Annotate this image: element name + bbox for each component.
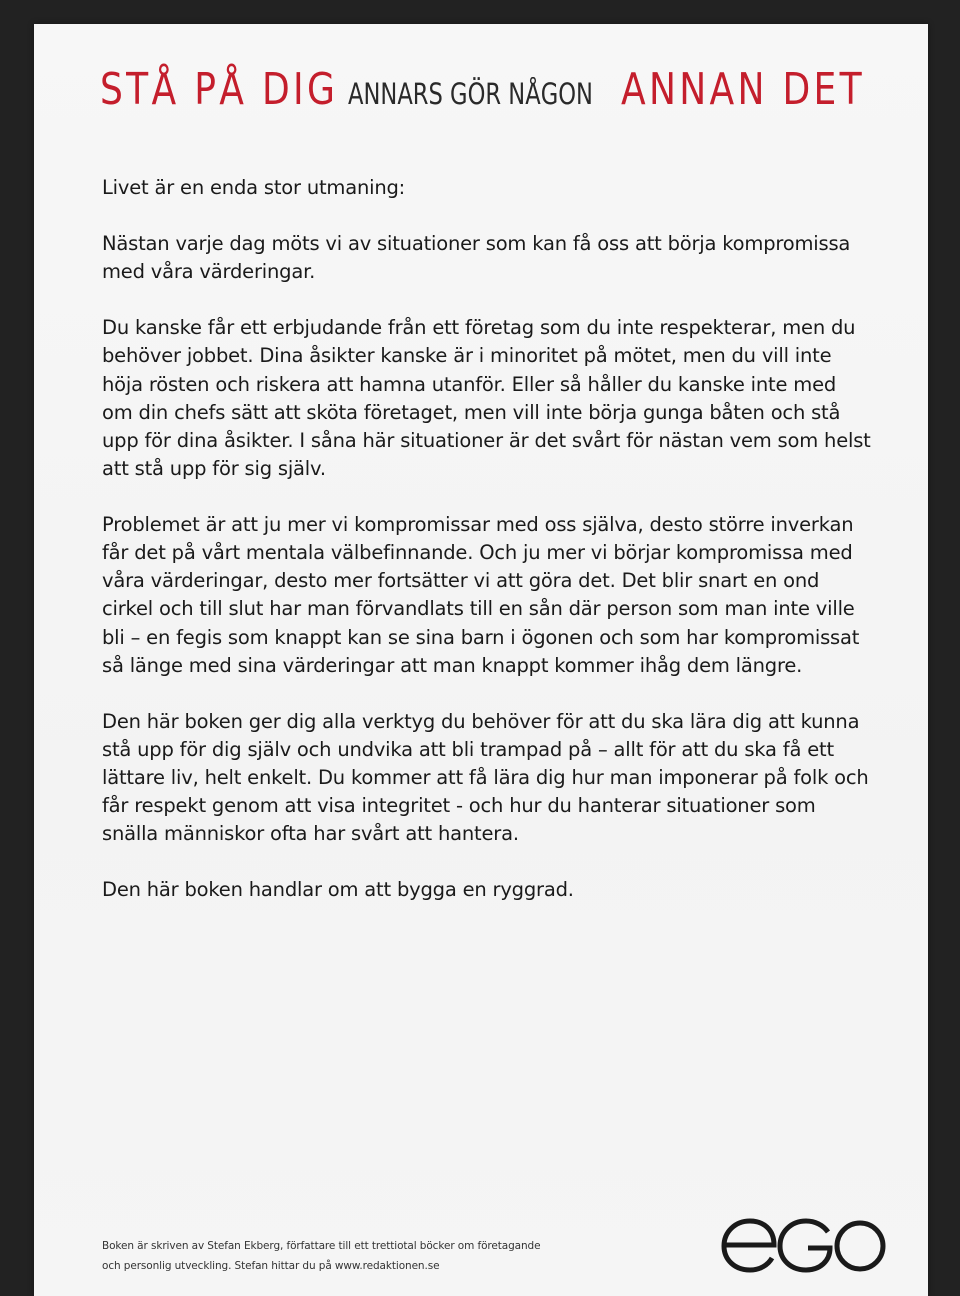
body-text [102, 174, 872, 932]
ego-logo-icon [718, 1212, 888, 1276]
author-note [102, 1236, 622, 1276]
page-title [100, 64, 900, 115]
title-part-red-1: STÅ PÅ DIG [100, 64, 339, 115]
title-part-red-2: ANNAN DET [620, 64, 865, 115]
paragraph-1: Livet är en enda stor utmaning: [102, 176, 406, 199]
author-note-line-2: och personlig utveckling. Stefan hittar du på www.redaktionen.se [102, 1260, 440, 1272]
paragraph-4: Problemet är att ju mer vi kompromissar med oss själva, desto större inverkan får det på vårt mentala välbefinnande. Och ju mer vi börjar kompromissa med våra värderingar, desto mer fortsätter vi att göra det. Det blir snart en ond cirkel och till slut har man förvandlats till en sån där person som man inte ville bli – en fegis som knappt kan se sina barn i ögonen och som har kompromissat så länge med sina värderingar att man knappt kommer ihåg dem längre. [102, 512, 860, 677]
paragraph-5: Den här boken ger dig alla verktyg du behöver för att du ska lära dig att kunna stå upp för dig själv och undvika att bli trampad på – allt för att du ska få ett lättare liv, helt enkelt. Du kommer att få lära dig hur man imponerar på folk och får respekt genom att visa integritet - och hur du hanterar situationer som snälla människor ofta har svårt att hantera. [102, 709, 869, 846]
title-part-dark: ANNARS GÖR NÅGON [347, 77, 593, 111]
paragraph-2: Nästan varje dag möts vi av situationer som kan få oss att börja kompromissa med våra värderingar. [102, 232, 851, 284]
paragraph-6: Den här boken handlar om att bygga en ryggrad. [102, 878, 574, 902]
paragraph-3: Du kanske får ett erbjudande från ett företag som du inte respekterar, men du behöver jobbet. Dina åsikter kanske är i minoritet på mötet, men du vill inte höja rösten och riskera att hamna utanför. Eller så håller du kanske inte med om din chefs sätt att sköta företaget, men vill inte börja gunga båten och stå upp för dina åsikter. I såna här situationer är det svårt för nästan vem som helst att stå upp för sig själv. [102, 316, 871, 481]
book-back-cover [34, 24, 928, 1296]
author-note-line-1: Boken är skriven av Stefan Ekberg, författare till ett trettiotal böcker om företagande [102, 1240, 541, 1252]
